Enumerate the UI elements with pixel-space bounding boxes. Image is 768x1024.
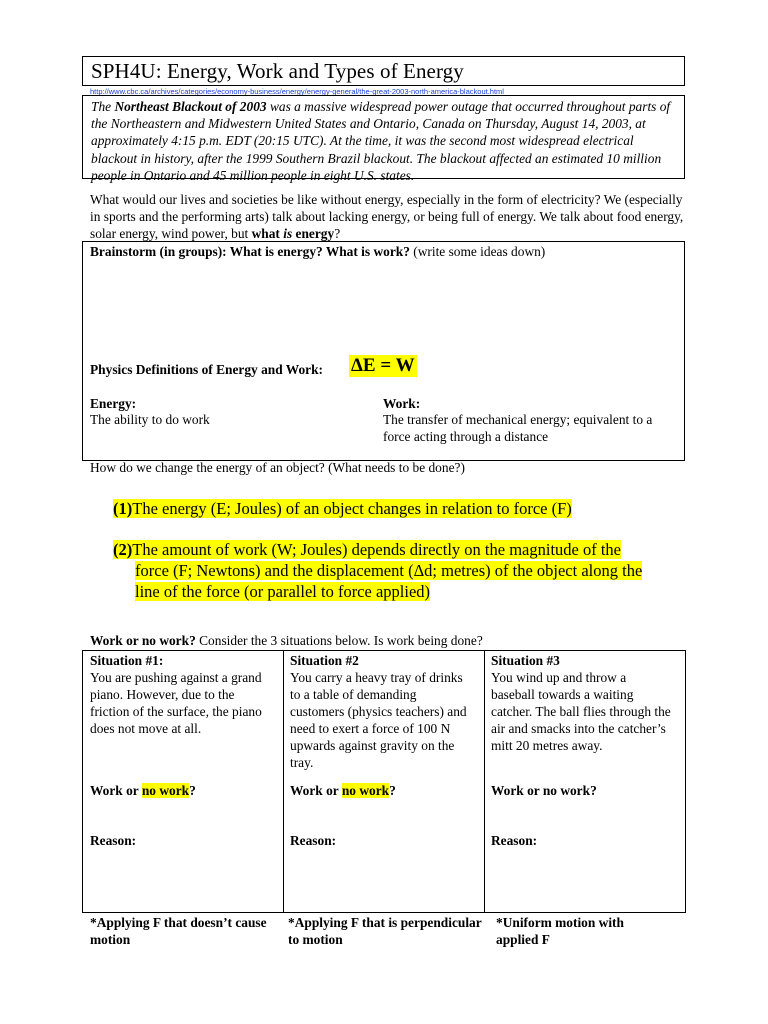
footnote-1-line-2: motion	[90, 932, 131, 947]
footnote-3-line-2: applied F	[496, 932, 550, 947]
situation-3-line: catcher. The ball flies through the	[491, 704, 671, 719]
work-question-bold: Work or no work?	[90, 633, 196, 648]
situation-2-answer-pre: Work or	[290, 783, 342, 798]
point-2-line-3	[135, 581, 430, 602]
point-1-num: (1)	[113, 499, 133, 518]
situation-2-line: customers (physics teachers) and	[290, 704, 467, 719]
situation-1-reason	[90, 832, 136, 849]
situation-2-line: need to exert a force of 100 N	[290, 721, 451, 736]
situation-2-line: upwards against gravity on the	[290, 738, 455, 753]
work-question-text: Consider the 3 situations below. Is work being done?	[195, 633, 483, 648]
paragraph-energy: energy	[292, 226, 335, 242]
intro-box	[82, 95, 685, 183]
situation-1-reason-label: Reason:	[90, 833, 137, 848]
energy-label: Energy:	[90, 396, 137, 411]
point-2-line-1	[113, 539, 621, 560]
paragraph-what: what	[251, 226, 284, 242]
paragraph-end: ?	[334, 226, 341, 242]
situation-3-answer-pre: Work or no work?	[491, 783, 597, 798]
brainstorm-note: (write some ideas down)	[409, 244, 546, 259]
brainstorm-heading-bold: Brainstorm (in groups): What is energy? What is work?	[90, 244, 410, 259]
intro-pre: The	[91, 99, 115, 114]
brainstorm-heading	[90, 244, 545, 260]
work-definition-1: The transfer of mechanical energy; equivalent to a	[383, 412, 653, 427]
point-1-text: The energy (E; Joules) of an object changes in relation to force (F)	[132, 499, 572, 518]
situation-2-answer-hl: no work	[341, 783, 390, 798]
point-2-text-3: line of the force (or parallel to force applied)	[135, 582, 431, 601]
footnote-1	[90, 914, 267, 948]
situation-1-line: friction of the surface, the piano	[90, 704, 262, 719]
situation-2-answer	[290, 782, 396, 799]
situation-2-answer-post: ?	[389, 783, 396, 798]
change-question: How do we change the energy of an object? (What needs to be done?)	[90, 460, 465, 475]
situation-1-answer-pre: Work or	[90, 783, 142, 798]
situation-3	[491, 652, 683, 754]
situation-1-answer-post: ?	[189, 783, 196, 798]
intro-text	[91, 98, 681, 184]
point-1	[113, 498, 572, 519]
situation-2-reason	[290, 832, 336, 849]
situation-3-line: air and smacks into the catcher’s	[491, 721, 666, 736]
footnote-3	[496, 914, 624, 948]
energy-definition: The ability to do work	[90, 412, 210, 427]
paragraph-is: is	[283, 226, 293, 242]
table-divider-2	[484, 650, 485, 913]
formula: ΔE = W	[351, 355, 415, 376]
situation-1	[90, 652, 280, 737]
situation-1-line: piano. However, due to the	[90, 687, 235, 702]
situation-1-line: You are pushing against a grand	[90, 670, 262, 685]
situation-3-title: Situation #3	[491, 653, 560, 668]
title-box	[82, 56, 685, 86]
situation-2-line: to a table of demanding	[290, 687, 417, 702]
work-label: Work:	[383, 396, 421, 411]
situation-2-title: Situation #2	[290, 653, 359, 668]
paragraph-text: What would our lives and societies be like without energy, especially in the form of electricity? We (especially in sports and the performing arts) talk about lacking energy, or being full of energy. We talk about food energy, solar energy, wind power, but	[90, 192, 684, 242]
situation-2-line: tray.	[290, 755, 314, 770]
page-title: SPH4U: Energy, Work and Types of Energy	[91, 59, 464, 83]
situation-2	[290, 652, 482, 771]
table-divider-1	[283, 650, 284, 913]
intro-bold: Northeast Blackout of 2003	[114, 99, 267, 114]
situation-1-answer	[90, 782, 196, 799]
situation-3-line: mitt 20 metres away.	[491, 738, 603, 753]
situation-3-reason	[491, 832, 537, 849]
work-definition-2: force acting through a distance	[383, 429, 549, 444]
footnote-2-line-1: *Applying F that is perpendicular	[288, 915, 482, 930]
intro-post: was a massive widespread power outage that occurred throughout parts of the Northeastern and Midwestern United States and Ontario, Canada on Thursday, August 14, 2003, at approximately 4:15 p.m. EDT (20:15 UTC). At the time, it was the second most widespread electrical blackout in history, after the 1999 Southern Brazil blackout. The blackout affected an estimated 10 million people in Ontario and 45 million people in eight U.S. states.	[91, 99, 671, 183]
footnote-3-line-1: *Uniform motion with	[496, 915, 624, 930]
work-question	[90, 633, 483, 649]
situation-1-line: does not move at all.	[90, 721, 202, 736]
point-2-text-2: force (F; Newtons) and the displacement (Δd; metres) of the object along the	[135, 561, 643, 580]
situation-1-title: Situation #1:	[90, 653, 164, 668]
point-2-text-1: The amount of work (W; Joules) depends directly on the magnitude of the	[132, 540, 622, 559]
definitions-label: Physics Definitions of Energy and Work:	[90, 362, 323, 377]
situation-3-reason-label: Reason:	[491, 833, 538, 848]
footnote-2-line-2: to motion	[288, 932, 343, 947]
footnote-2	[288, 914, 482, 948]
situation-2-reason-label: Reason:	[290, 833, 337, 848]
situation-2-line: You carry a heavy tray of drinks	[290, 670, 463, 685]
energy-paragraph	[90, 191, 690, 243]
source-link[interactable]: http://www.cbc.ca/archives/categories/economy-business/energy/energy-general/the-great-2003-north-america-blackout.html	[90, 87, 504, 96]
footnote-1-line-1: *Applying F that doesn’t cause	[90, 915, 267, 930]
situation-3-line: You wind up and throw a	[491, 670, 627, 685]
situation-1-answer-hl: no work	[141, 783, 190, 798]
situation-3-line: baseball towards a waiting	[491, 687, 634, 702]
point-2-line-2	[135, 560, 642, 581]
situation-3-answer	[491, 782, 597, 799]
point-2-num: (2)	[113, 540, 133, 559]
